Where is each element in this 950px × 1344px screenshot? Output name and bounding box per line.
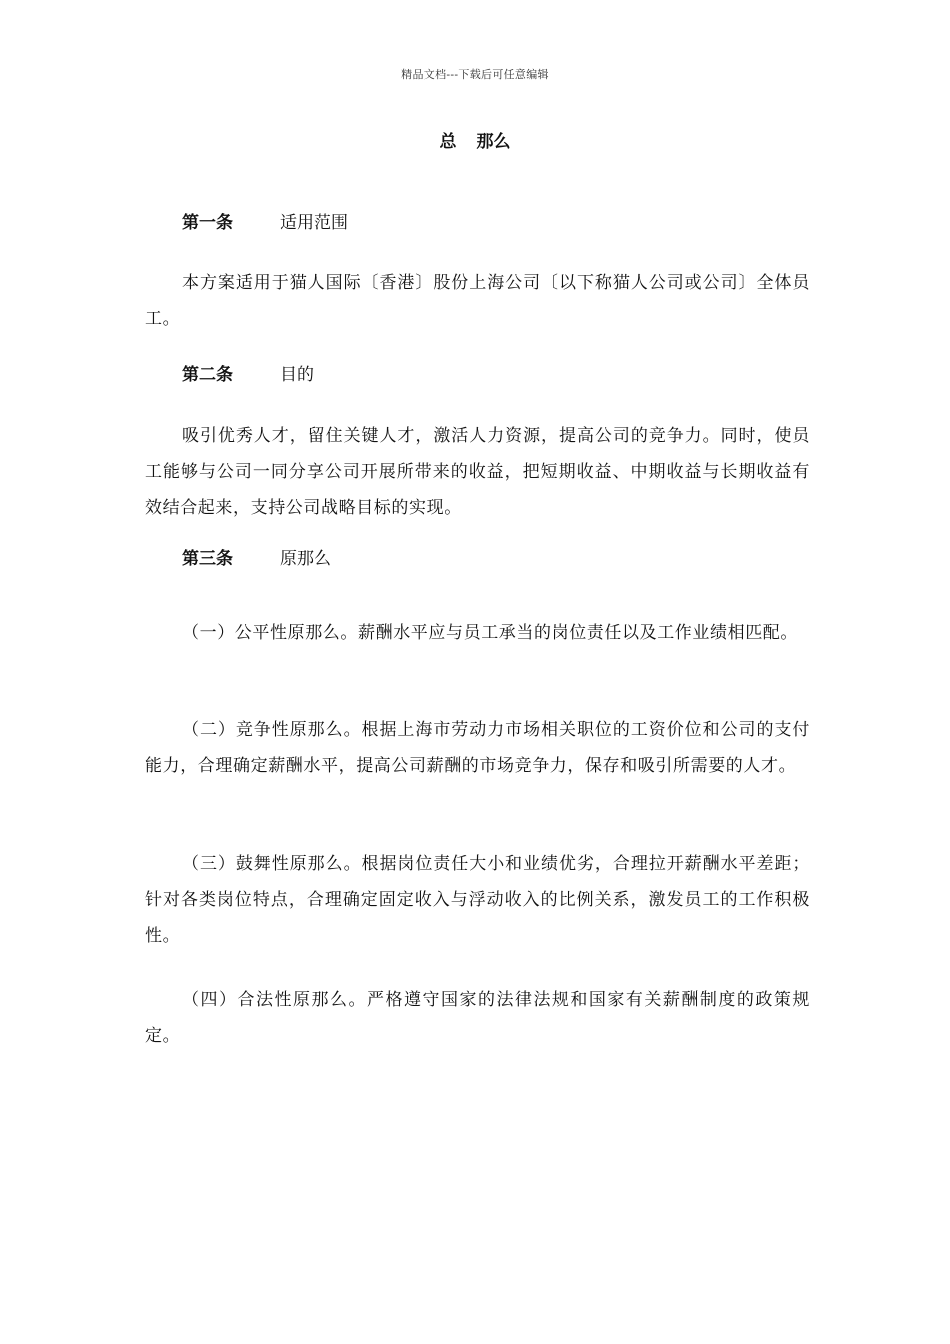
article-number: 第三条 xyxy=(182,549,233,569)
article-heading-3 xyxy=(182,547,331,571)
principle-incentive: （三）鼓舞性原那么。根据岗位责任大小和业绩优劣，合理拉开薪酬水平差距；针对各类岗位特点，合理确定固定收入与浮动收入的比例关系，激发员工的工作积极性。 xyxy=(145,854,810,946)
paragraph-scope: 本方案适用于猫人国际〔香港〕股份上海公司〔以下称猫人公司或公司〕全体员工。 xyxy=(145,273,810,329)
article-title: 原那么 xyxy=(280,549,331,569)
principle-legality: （四）合法性原那么。严格遵守国家的法律法规和国家有关薪酬制度的政策规定。 xyxy=(145,990,810,1046)
article-title: 目的 xyxy=(280,365,314,385)
title-part-1: 总 xyxy=(439,132,457,152)
article-title: 适用范围 xyxy=(280,213,348,233)
principle-fairness: （一）公平性原那么。薪酬水平应与员工承当的岗位责任以及工作业绩相匹配。 xyxy=(182,623,798,643)
article-number: 第二条 xyxy=(182,365,233,385)
page-title xyxy=(0,127,950,152)
article-heading-1 xyxy=(182,211,348,235)
article-heading-2 xyxy=(182,363,314,387)
page-header: 精品文档---下载后可任意编辑 xyxy=(401,68,549,81)
article-number: 第一条 xyxy=(182,213,233,233)
title-part-2: 那么 xyxy=(476,132,511,152)
principle-competitiveness: （二）竞争性原那么。根据上海市劳动力市场相关职位的工资价位和公司的支付能力，合理确定薪酬水平，提高公司薪酬的市场竞争力，保存和吸引所需要的人才。 xyxy=(145,720,810,776)
paragraph-purpose: 吸引优秀人才，留住关键人才，激活人力资源，提高公司的竞争力。同时，使员工能够与公司一同分享公司开展所带来的收益，把短期收益、中期收益与长期收益有效结合起来，支持公司战略目标的实现。 xyxy=(145,426,810,518)
